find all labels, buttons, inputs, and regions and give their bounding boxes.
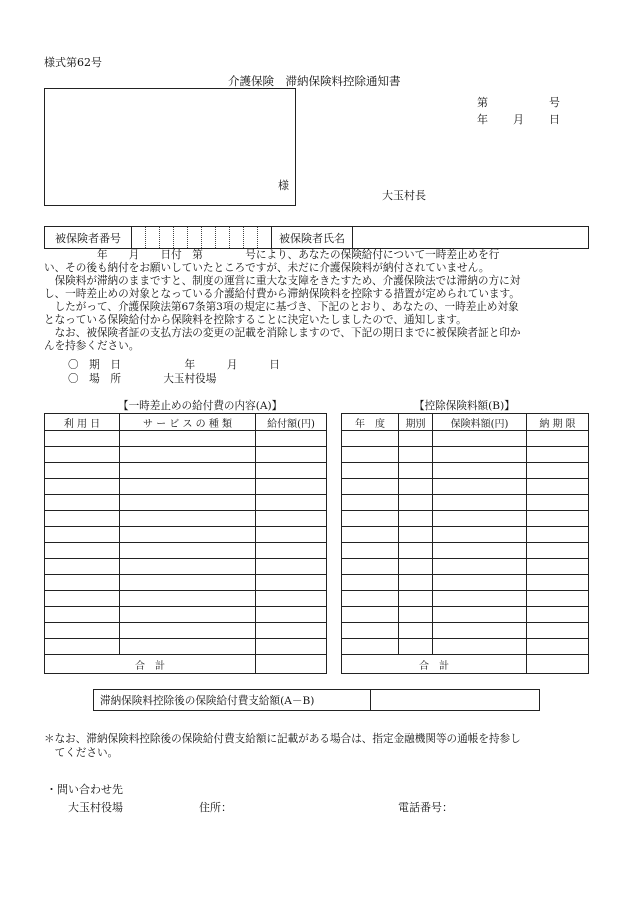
payment-amount-label: 滞納保険料控除後の保険給付費支給額(A－B) xyxy=(94,690,371,711)
table-row xyxy=(342,543,589,559)
insured-number-digit[interactable] xyxy=(160,227,174,249)
body-line: んを持参ください。 xyxy=(44,340,140,352)
table-cell[interactable] xyxy=(433,591,527,607)
body-line: い、その後も納付をお願いしていたところですが、未だに介護保険料が納付されていません。 xyxy=(44,262,490,274)
table-cell[interactable] xyxy=(527,543,589,559)
table-cell[interactable] xyxy=(433,559,527,575)
table-row xyxy=(342,479,589,495)
insured-number-digit[interactable] xyxy=(202,227,216,249)
insured-number-digit[interactable] xyxy=(230,227,244,249)
table-cell[interactable] xyxy=(527,591,589,607)
table-cell[interactable] xyxy=(45,527,120,543)
table-cell[interactable] xyxy=(399,559,433,575)
table-cell[interactable] xyxy=(399,639,433,655)
contact-phone-label: 電話番号： xyxy=(398,801,453,814)
table-cell[interactable] xyxy=(527,511,589,527)
table-cell[interactable] xyxy=(120,607,256,623)
table-cell[interactable] xyxy=(399,479,433,495)
date-day: 日 xyxy=(549,113,560,126)
table-cell[interactable] xyxy=(399,575,433,591)
body-line: 年 月 日付 第 号により、あなたの保険給付について一時差止めを行 xyxy=(44,249,500,261)
table-row xyxy=(342,639,589,655)
table-cell[interactable] xyxy=(399,607,433,623)
table-row xyxy=(45,607,327,623)
table-cell[interactable] xyxy=(342,431,399,447)
table-cell[interactable] xyxy=(45,607,120,623)
table-cell[interactable] xyxy=(399,447,433,463)
table-cell[interactable] xyxy=(120,591,256,607)
insured-number-label: 被保険者番号 xyxy=(45,227,132,249)
payment-amount-field[interactable] xyxy=(371,690,540,711)
table-row xyxy=(342,591,589,607)
issuer: 大玉村長 xyxy=(382,189,426,202)
table-cell[interactable] xyxy=(45,591,120,607)
table-cell[interactable] xyxy=(399,463,433,479)
table-cell[interactable] xyxy=(256,559,327,575)
document-title: 介護保険 滞納保険料控除通知書 xyxy=(228,74,401,88)
table-row xyxy=(342,623,589,639)
table-cell[interactable] xyxy=(256,479,327,495)
table-cell[interactable] xyxy=(433,431,527,447)
table-row xyxy=(45,495,327,511)
table-row xyxy=(45,623,327,639)
table-cell[interactable] xyxy=(433,639,527,655)
body-line: 保険料が滞納のままですと、制度の運営に重大な支障をきたすため、介護保険法では滞納の方に対 xyxy=(44,275,521,287)
table-cell[interactable] xyxy=(342,463,399,479)
insured-number-digit[interactable] xyxy=(244,227,258,249)
table-cell[interactable] xyxy=(399,591,433,607)
table-cell[interactable] xyxy=(256,607,327,623)
table-cell[interactable] xyxy=(433,623,527,639)
table-cell[interactable] xyxy=(527,575,589,591)
total-amount-field[interactable] xyxy=(256,655,327,674)
table-row xyxy=(45,479,327,495)
table-cell[interactable] xyxy=(399,623,433,639)
date-year: 年 xyxy=(477,113,488,126)
table-row xyxy=(45,527,327,543)
insured-number-digit[interactable] xyxy=(174,227,188,249)
table-cell[interactable] xyxy=(256,639,327,655)
table-cell[interactable] xyxy=(120,511,256,527)
table-cell[interactable] xyxy=(433,447,527,463)
table-cell[interactable] xyxy=(433,607,527,623)
table-cell[interactable] xyxy=(45,479,120,495)
table-cell[interactable] xyxy=(45,447,120,463)
table-cell[interactable] xyxy=(527,559,589,575)
addressee-box[interactable] xyxy=(44,88,296,206)
total-label: 合 計 xyxy=(45,655,256,674)
table-cell[interactable] xyxy=(256,543,327,559)
table-cell[interactable] xyxy=(45,431,120,447)
table-cell[interactable] xyxy=(256,431,327,447)
notice-body xyxy=(44,249,592,353)
table-cell[interactable] xyxy=(527,527,589,543)
table-row xyxy=(45,591,327,607)
total-amount-field[interactable] xyxy=(527,655,589,674)
contact-address-label: 住所： xyxy=(199,801,232,814)
table-cell[interactable] xyxy=(433,495,527,511)
table-cell[interactable] xyxy=(399,543,433,559)
table-cell[interactable] xyxy=(120,479,256,495)
date-month: 月 xyxy=(513,113,524,126)
table-cell[interactable] xyxy=(342,495,399,511)
table-cell[interactable] xyxy=(45,495,120,511)
table-cell[interactable] xyxy=(342,527,399,543)
table-cell[interactable] xyxy=(256,591,327,607)
table-cell[interactable] xyxy=(256,527,327,543)
table-cell[interactable] xyxy=(433,575,527,591)
table-cell[interactable] xyxy=(45,543,120,559)
table-cell[interactable] xyxy=(120,463,256,479)
table-row xyxy=(342,575,589,591)
table-cell[interactable] xyxy=(342,447,399,463)
insured-number-digit[interactable] xyxy=(188,227,202,249)
table-cell[interactable] xyxy=(45,639,120,655)
column-header: 保険料額(円) xyxy=(433,414,527,431)
deducted-premium-table xyxy=(341,413,589,674)
note-line: ＊なお、滞納保険料控除後の保険給付費支給額に記載がある場合は、指定金融機関等の通帳を持参し xyxy=(44,733,521,745)
table-row xyxy=(45,431,327,447)
table-cell[interactable] xyxy=(342,575,399,591)
table-cell[interactable] xyxy=(120,495,256,511)
table-cell[interactable] xyxy=(433,511,527,527)
doc-number-go: 号 xyxy=(549,96,560,109)
table-cell[interactable] xyxy=(256,511,327,527)
table-cell[interactable] xyxy=(433,463,527,479)
insured-number-digit[interactable] xyxy=(216,227,230,249)
table-cell[interactable] xyxy=(433,543,527,559)
total-row xyxy=(45,655,327,674)
table-cell[interactable] xyxy=(433,527,527,543)
table-cell[interactable] xyxy=(45,559,120,575)
table-cell[interactable] xyxy=(527,607,589,623)
column-header: 利 用 日 xyxy=(45,414,120,431)
table-row xyxy=(45,463,327,479)
table-cell[interactable] xyxy=(342,591,399,607)
table-cell[interactable] xyxy=(527,447,589,463)
table-row xyxy=(342,511,589,527)
body-line: し、一時差止めの対象となっている介護給付費から滞納保険料を控除する措置が定められています。 xyxy=(44,288,520,300)
table-a-caption: 【一時差止めの給付費の内容(A)】 xyxy=(118,400,283,412)
total-row xyxy=(342,655,589,674)
body-line: なお、被保険者証の支払方法の変更の記載を消除しますので、下記の期日までに被保険者証と印か xyxy=(44,327,521,339)
insured-info-table xyxy=(44,226,589,249)
table-row xyxy=(342,463,589,479)
table-cell[interactable] xyxy=(120,543,256,559)
contact-office: 大玉村役場 xyxy=(68,801,123,814)
table-cell[interactable] xyxy=(342,607,399,623)
table-cell[interactable] xyxy=(120,575,256,591)
body-line: したがって、介護保険法第67条第3項の規定に基づき、下記のとおり、あなたの、一時差止め対象 xyxy=(44,301,519,313)
table-row xyxy=(45,511,327,527)
insured-name-label: 被保険者氏名 xyxy=(272,227,353,249)
total-label: 合 計 xyxy=(342,655,527,674)
table-cell[interactable] xyxy=(527,495,589,511)
table-row xyxy=(342,607,589,623)
table-row xyxy=(342,447,589,463)
table-cell[interactable] xyxy=(342,479,399,495)
table-cell[interactable] xyxy=(120,447,256,463)
addressee-suffix: 様 xyxy=(278,179,289,192)
table-cell[interactable] xyxy=(256,447,327,463)
table-cell[interactable] xyxy=(120,527,256,543)
table-cell[interactable] xyxy=(45,511,120,527)
column-header: 納 期 限 xyxy=(527,414,589,431)
table-cell[interactable] xyxy=(256,495,327,511)
table-row xyxy=(342,495,589,511)
suspended-benefits-table xyxy=(44,413,327,674)
table-row xyxy=(45,575,327,591)
insured-number-digit[interactable] xyxy=(146,227,160,249)
table-cell[interactable] xyxy=(120,639,256,655)
table-cell[interactable] xyxy=(120,431,256,447)
contact-heading: ・問い合わせ先 xyxy=(46,783,123,796)
table-cell[interactable] xyxy=(342,639,399,655)
table-cell[interactable] xyxy=(120,623,256,639)
table-row xyxy=(45,559,327,575)
table-row xyxy=(342,559,589,575)
table-cell[interactable] xyxy=(527,463,589,479)
table-cell[interactable] xyxy=(256,463,327,479)
table-cell[interactable] xyxy=(399,511,433,527)
table-cell[interactable] xyxy=(256,623,327,639)
form-number: 様式第62号 xyxy=(44,56,102,69)
table-b-caption: 【控除保険料額(B)】 xyxy=(414,400,515,412)
schedule-date: 〇 期 日 年 月 日 xyxy=(68,359,280,371)
table-row xyxy=(342,527,589,543)
table-cell[interactable] xyxy=(342,623,399,639)
table-cell[interactable] xyxy=(342,559,399,575)
table-cell[interactable] xyxy=(527,479,589,495)
column-header: 年 度 xyxy=(342,414,399,431)
table-cell[interactable] xyxy=(342,543,399,559)
insured-name-field[interactable] xyxy=(353,227,589,249)
table-cell[interactable] xyxy=(527,623,589,639)
payment-amount-table xyxy=(93,689,540,711)
table-cell[interactable] xyxy=(399,495,433,511)
body-line: となっている保険給付から保険料を控除することに決定いたしましたので、通知します。 xyxy=(44,314,467,326)
table-cell[interactable] xyxy=(399,527,433,543)
table-cell[interactable] xyxy=(433,479,527,495)
insured-number-digit[interactable] xyxy=(132,227,146,249)
table-cell[interactable] xyxy=(45,575,120,591)
insured-number-digit[interactable] xyxy=(258,227,272,249)
note-line: てください。 xyxy=(44,747,119,759)
doc-number-dai: 第 xyxy=(477,96,488,109)
table-cell[interactable] xyxy=(45,463,120,479)
table-row xyxy=(342,431,589,447)
table-cell[interactable] xyxy=(527,431,589,447)
table-row xyxy=(45,447,327,463)
table-row xyxy=(45,639,327,655)
table-cell[interactable] xyxy=(256,575,327,591)
table-cell[interactable] xyxy=(527,639,589,655)
table-row xyxy=(45,543,327,559)
schedule-place: 〇 場 所 大玉村役場 xyxy=(68,373,217,385)
column-header: サ ー ビ ス の 種 類 xyxy=(120,414,256,431)
table-cell[interactable] xyxy=(120,559,256,575)
table-cell[interactable] xyxy=(399,431,433,447)
table-cell[interactable] xyxy=(45,623,120,639)
column-header: 期別 xyxy=(399,414,433,431)
table-cell[interactable] xyxy=(342,511,399,527)
column-header: 給付額(円) xyxy=(256,414,327,431)
